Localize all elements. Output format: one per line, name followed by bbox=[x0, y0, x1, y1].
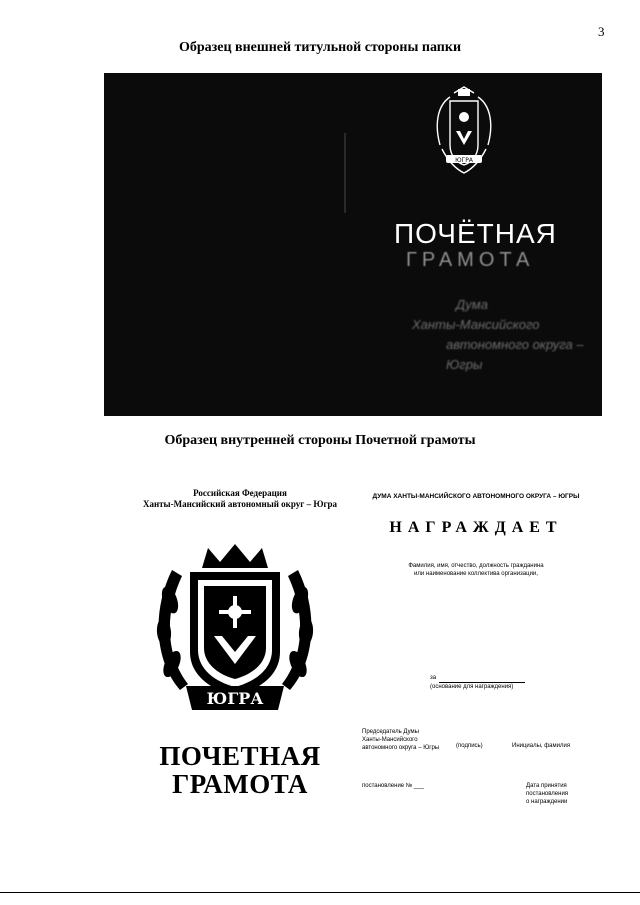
awards-heading: НАГРАЖДАЕТ bbox=[389, 519, 563, 536]
cover-title-line1: ПОЧЁТНАЯ bbox=[394, 218, 557, 249]
chair-line2: Ханты-Мансийского bbox=[362, 737, 418, 743]
chairman-block bbox=[362, 728, 462, 752]
russian-federation-label: Российская Федерация bbox=[193, 488, 287, 498]
fio-line2: или наименование коллектива организации, bbox=[414, 571, 538, 577]
date-line1: Дата принятия bbox=[526, 783, 567, 789]
reason-block bbox=[430, 674, 525, 692]
inner-certificate-title bbox=[120, 742, 360, 798]
decree-date-block bbox=[526, 782, 606, 806]
cover-duma-text bbox=[394, 295, 594, 375]
cover-duma-line3: автономного округа – Югры bbox=[446, 337, 584, 372]
date-line2: постановления bbox=[526, 791, 569, 797]
inner-side-heading: Образец внутренней стороны Почетной грамоты bbox=[164, 433, 476, 448]
inner-title-line2: ГРАМОТА bbox=[172, 769, 308, 799]
cover-fold-mark bbox=[344, 133, 346, 213]
okrug-label: Ханты-Мансийский автономный округ – Югра bbox=[142, 499, 338, 509]
yugra-emblem-icon bbox=[150, 540, 320, 720]
page-number: 3 bbox=[598, 24, 605, 39]
duma-header: ДУМА ХАНТЫ-МАНСИЙСКОГО АВТОНОМНОГО ОКРУГА – ЮГРЫ bbox=[372, 493, 580, 500]
inner-title-line1: ПОЧЕТНАЯ bbox=[159, 741, 321, 771]
za-label: за bbox=[430, 675, 437, 681]
cover-title-line2: ГРАМОТА bbox=[406, 249, 535, 271]
recipient-placeholder bbox=[356, 562, 596, 578]
fio-line1: Фамилия, имя, отчество, должность гражданина bbox=[408, 563, 544, 569]
cover-sample bbox=[104, 73, 602, 416]
chair-line1: Председатель Думы bbox=[362, 729, 419, 735]
outer-cover-heading: Образец внешней титульной стороны папки bbox=[178, 40, 462, 55]
emblem-ribbon-label: ЮГРА bbox=[206, 689, 264, 708]
cover-duma-line1: Дума bbox=[456, 297, 488, 312]
cover-duma-line2: Ханты-Мансийского bbox=[412, 317, 540, 332]
inner-left-header bbox=[110, 488, 370, 510]
initials-label: Инициалы, фамилия bbox=[512, 743, 571, 749]
date-line3: о награждении bbox=[526, 799, 568, 805]
bottom-rule bbox=[0, 892, 640, 893]
cover-emblem-icon bbox=[432, 83, 496, 183]
decree-label: постановление № ___ bbox=[362, 783, 424, 789]
cover-emblem-label: ЮГРА bbox=[455, 157, 473, 164]
chair-line3: автономного округа – Югры bbox=[362, 745, 440, 751]
signature-label: (подпись) bbox=[456, 743, 483, 749]
reason-note: (основание для награждения) bbox=[430, 684, 514, 690]
